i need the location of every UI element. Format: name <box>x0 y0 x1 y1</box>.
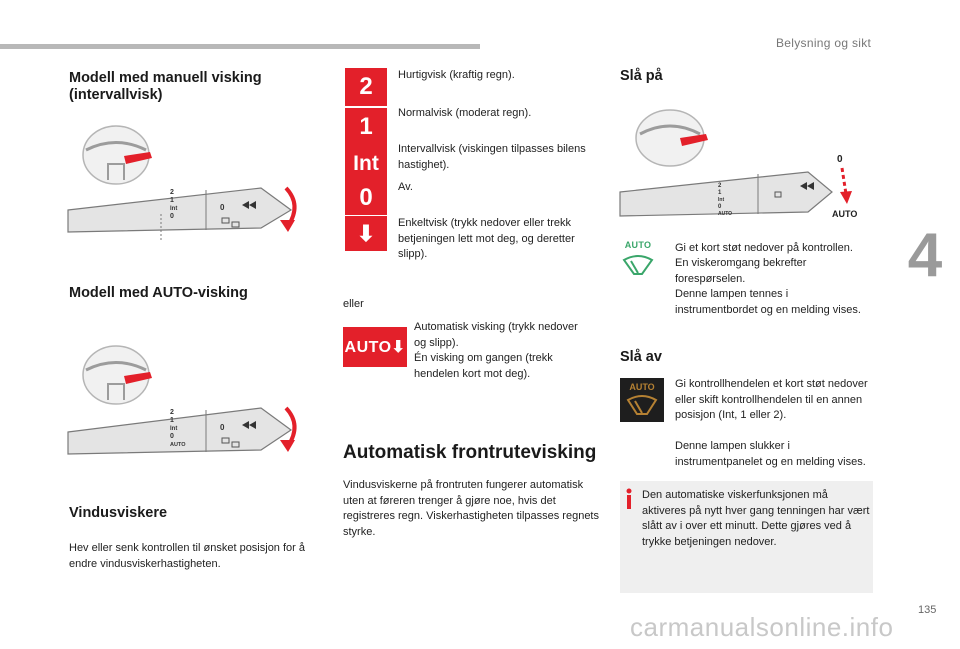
stalk-mark-2: 2 <box>718 183 722 189</box>
off-text-2: Denne lampen slukker i instrumentpanelet og en melding vises. <box>675 440 866 468</box>
row-0-text: Av. <box>398 181 413 193</box>
stalk-illustration-on <box>618 100 873 230</box>
label-auto: AUTO <box>832 209 858 219</box>
heading-auto-windshield: Automatisk frontrutevisking <box>343 442 597 463</box>
info-icon <box>625 488 633 510</box>
stalk-zero: 0 <box>220 423 225 432</box>
wipers-text: Hev eller senk kontrollen til ønsket posisjon for å endre vindusviskerhastigheten. <box>69 542 305 570</box>
badge-2: 2 <box>345 68 387 106</box>
row-single-wipe-text: Enkeltvisk (trykk nedover eller trekk betjeningen lett mot deg, og deretter slipp). <box>398 217 575 260</box>
row-2-text: Hurtigvisk (kraftig regn). <box>398 69 515 81</box>
on-text-1: Gi et kort støt nedover på kontrollen. <box>675 242 853 254</box>
stalk-mark-int: Int <box>718 197 725 203</box>
stalk-mark-0: 0 <box>170 433 174 440</box>
heading-switch-off: Slå av <box>620 349 662 365</box>
stalk-illustration-manual <box>66 120 316 250</box>
auto-text-1: Automatisk visking (trykk nedover og slipp). <box>414 321 578 349</box>
stalk-mark-0: 0 <box>718 204 722 210</box>
stalk-mark-int: Int <box>170 206 178 212</box>
badge-1: 1 <box>345 108 387 146</box>
header-bar <box>0 44 480 49</box>
heading-manual-wiping: Modell med manuell visking (intervallvisk) <box>69 70 262 103</box>
stalk-mark-auto: AUTO <box>170 442 186 448</box>
stalk-mark-1: 1 <box>718 190 722 196</box>
wiper-icon <box>620 392 664 418</box>
heading-wipers: Vindusviskere <box>69 505 168 521</box>
section-title: Belysning og sikt <box>776 36 872 50</box>
stalk-mark-1: 1 <box>170 417 174 424</box>
auto-text-2: Én visking om gangen (trekk hendelen kort mot deg). <box>414 352 553 380</box>
stalk-mark-int: Int <box>170 426 178 432</box>
row-int-text: Intervallvisk (viskingen tilpasses bilens hastighet). <box>398 143 586 171</box>
badge-single-wipe: ⬇ <box>345 216 387 251</box>
auto-wiper-lamp-on-icon <box>620 240 656 280</box>
stalk-zero: 0 <box>220 203 225 212</box>
row-1-text: Normalvisk (moderat regn). <box>398 107 532 119</box>
stalk-mark-auto: AUTO <box>718 211 733 217</box>
badge-int: Int <box>345 145 387 183</box>
badge-0: 0 <box>345 180 387 215</box>
label-zero: 0 <box>837 154 843 165</box>
page-number: 135 <box>918 604 937 616</box>
or-text: eller <box>343 298 364 310</box>
badge-auto: AUTO⬇ <box>343 327 407 367</box>
auto-wiper-lamp-off-icon <box>620 378 664 422</box>
chapter-number: 4 <box>907 221 943 290</box>
stalk-mark-2: 2 <box>170 409 174 416</box>
auto-lamp-off-label: AUTO <box>629 382 655 392</box>
auto-lamp-on-label: AUTO <box>624 240 652 250</box>
heading-auto-wiping: Modell med AUTO-visking <box>69 285 248 301</box>
auto-windshield-text: Vindusviskerne på frontruten fungerer automatisk uten at føreren trenger å gjøre noe, hvis det registreres regn. Viskerhastigheten tilpasses regnets styrke. <box>343 479 599 538</box>
watermark: carmanualsonline.info <box>630 612 894 642</box>
heading-switch-on: Slå på <box>620 68 663 84</box>
stalk-mark-2: 2 <box>170 189 174 196</box>
on-text-3: Denne lampen tennes i instrumentbordet og en melding vises. <box>675 288 861 316</box>
stalk-illustration-auto <box>66 340 316 470</box>
info-text: Den automatiske viskerfunksjonen må aktiveres på nytt hver gang tenningen har vært slått av i over ett minutt. Dette gjøres ved å trykke betjeningen nedover. <box>642 489 870 548</box>
off-text-1: Gi kontrollhendelen et kort støt nedover eller skift kontrollhendelen til en annen posisjon (Int, 1 eller 2). <box>675 378 868 421</box>
wiper-icon <box>620 250 656 276</box>
on-text-2: En viskeromgang bekrefter forespørselen. <box>675 257 807 285</box>
stalk-mark-1: 1 <box>170 197 174 204</box>
stalk-mark-0: 0 <box>170 213 174 220</box>
